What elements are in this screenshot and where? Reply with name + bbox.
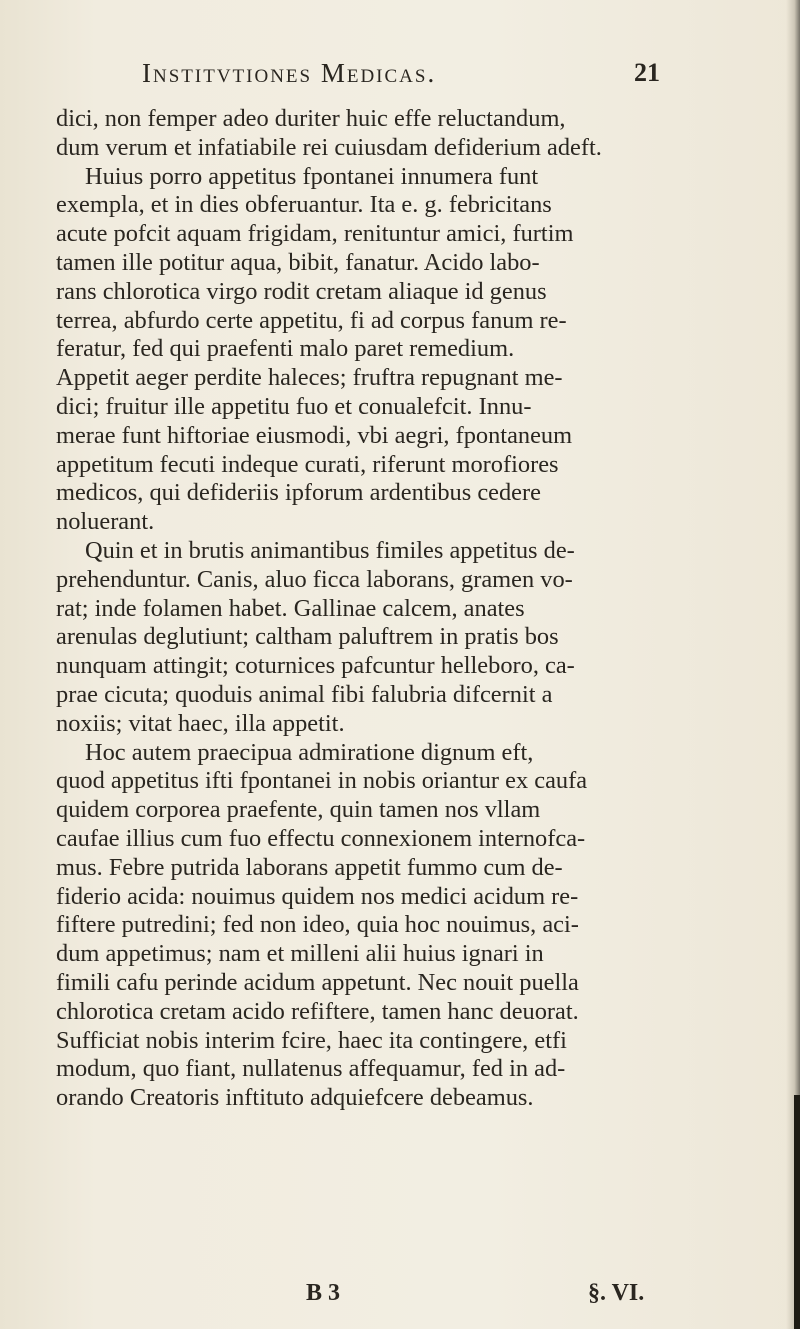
text-line: rans chlorotica virgo rodit cretam aliaque id genus — [56, 277, 547, 305]
text-line: quidem corporea praefente, quin tamen nos vllam — [56, 796, 541, 824]
text-line: quod appetitus ifti fpontanei in nobis oriantur ex caufa — [56, 767, 588, 795]
text-line: prehenduntur. Canis, aluo ficca laborans, gramen vo- — [56, 565, 573, 593]
text-line: tamen ille potitur aqua, bibit, fanatur. Acido labo- — [56, 248, 540, 276]
text-line: fiderio acida: nouimus quidem nos medici acidum re- — [56, 882, 579, 910]
text-line: dum verum et infatiabile rei cuiusdam defiderium adeft. — [56, 133, 602, 161]
paragraph-start-line: Quin et in brutis animantibus fimiles appetitus de- — [85, 536, 575, 564]
text-line: merae funt hiftoriae eiusmodi, vbi aegri, fpontaneum — [56, 421, 573, 449]
text-line: medicos, qui defideriis ipforum ardentibus cedere — [56, 479, 541, 507]
page-footer — [56, 1280, 716, 1312]
text-line: chlorotica cretam acido refiftere, tamen hanc deuorat. — [56, 997, 579, 1025]
text-line: prae cicuta; quoduis animal fibi falubria difcernit a — [56, 680, 553, 708]
text-line: fimili cafu perinde acidum appetunt. Nec nouit puella — [56, 968, 579, 996]
text-line: noxiis; vitat haec, illa appetit. — [56, 709, 345, 737]
page-header — [120, 58, 660, 98]
text-line: mus. Febre putrida laborans appetit fummo cum de- — [56, 853, 563, 881]
catchword: §. VI. — [588, 1280, 645, 1306]
text-line: appetitum fecuti indeque curati, riferunt morofiores — [56, 450, 559, 478]
text-line: terrea, abfurdo certe appetitu, fi ad corpus fanum re- — [56, 306, 567, 334]
text-line: fiftere putredini; fed non ideo, quia hoc nouimus, aci- — [56, 911, 579, 939]
text-line: modum, quo fiant, nullatenus affequamur, fed in ad- — [56, 1055, 566, 1083]
text-line: feratur, fed qui praefenti malo paret remedium. — [56, 335, 515, 363]
text-line: noluerant. — [56, 508, 155, 536]
text-line: dici; fruitur ille appetitu fuo et conualefcit. Innu- — [56, 392, 532, 420]
text-line: caufae illius cum fuo effectu connexionem internofca- — [56, 824, 586, 852]
paragraph-start-line: Huius porro appetitus fpontanei innumera funt — [85, 162, 539, 190]
text-line: orando Creatoris inftituto adquiefcere debeamus. — [56, 1084, 534, 1112]
text-line: Appetit aeger perdite haleces; fruftra repugnant me- — [56, 364, 563, 392]
text-line: arenulas deglutiunt; caltham paluftrem in pratis bos — [56, 623, 559, 651]
text-line: exempla, et in dies obferuantur. Ita e. g. febricitans — [56, 191, 552, 219]
running-title: Institvtiones Medicas. — [142, 58, 437, 88]
text-line: dum appetimus; nam et milleni alii huius ignari in — [56, 940, 544, 968]
signature-mark: B 3 — [306, 1280, 341, 1306]
paragraph-start-line: Hoc autem praecipua admiratione dignum eft, — [85, 738, 534, 766]
text-line: dici, non femper adeo duriter huic effe reluctandum, — [56, 105, 566, 132]
text-line: acute pofcit aquam frigidam, renituntur amici, furtim — [56, 220, 574, 248]
text-line: nunquam attingit; coturnices pafcuntur helleboro, ca- — [56, 652, 575, 680]
body-text — [56, 105, 716, 1113]
text-line: Sufficiat nobis interim fcire, haec ita contingere, etfi — [56, 1026, 567, 1054]
text-line: rat; inde folamen habet. Gallinae calcem, anates — [56, 594, 525, 622]
page-edge-mark — [794, 1095, 800, 1329]
page-number: 21 — [634, 58, 660, 87]
